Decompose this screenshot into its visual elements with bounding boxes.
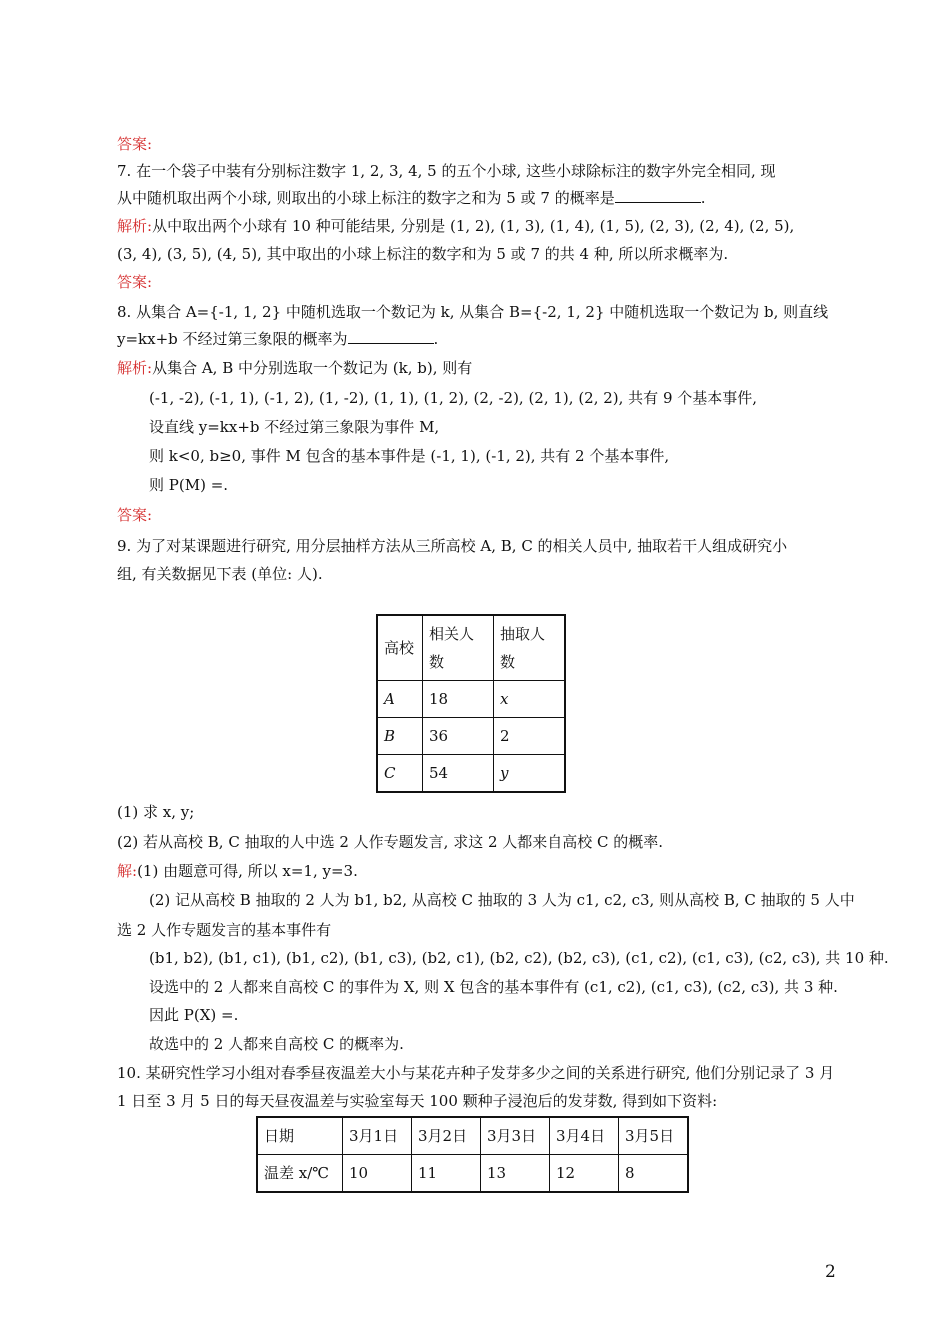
table-cell: 18 [423, 681, 494, 718]
solution-8-text-1: 从集合 A, B 中分别选取一个数记为 (k, b), 则有 [152, 359, 473, 377]
solution-9-line-5: 设选中的 2 人都来自高校 C 的事件为 X, 则 X 包含的基本事件有 (c1, c2), (c1, c3), (c2, c3), 共 3 种. [149, 978, 838, 996]
solution-8-line-1 [117, 358, 472, 378]
table-row [377, 755, 565, 793]
question-10-line-1: 10. 某研究性学习小组对春季昼夜温差大小与某花卉种子发芽多少之间的关系进行研究, 他们分别记录了 3 月 [117, 1064, 835, 1082]
solution-9-line-7: 故选中的 2 人都来自高校 C 的概率为. [149, 1035, 404, 1053]
university-table [376, 614, 566, 793]
solution-9-line-1 [117, 861, 358, 881]
table-header-cell: 抽取人数 [494, 615, 566, 681]
solution-9-text-1: (1) 由题意可得, 所以 x=1, y=3. [137, 862, 358, 880]
table-cell: 10 [343, 1155, 412, 1193]
solution-8-line-2: (-1, -2), (-1, 1), (-1, 2), (1, -2), (1, 1), (1, 2), (2, -2), (2, 1), (2, 2), 共有 9 个基本事件, [149, 389, 758, 407]
question-8-line-2: y=kx+b 不经过第三象限的概率为 . [117, 330, 439, 348]
question-9-line-2: 组, 有关数据见下表 (单位: 人). [117, 565, 323, 583]
cell-value: B [384, 727, 396, 745]
table-row [257, 1155, 688, 1193]
table-header-row [257, 1117, 688, 1155]
table-cell [377, 718, 423, 755]
table-cell: 8 [619, 1155, 689, 1193]
table-header-cell: 3月2日 [412, 1117, 481, 1155]
table-cell: 36 [423, 718, 494, 755]
solution-9-line-4: (b1, b2), (b1, c1), (b1, c2), (b1, c3), (b2, c1), (b2, c2), (b2, c3), (c1, c2), (c1, c3), (c2, c3), 共 10 种. [149, 949, 889, 967]
solution-8-line-5: 则 P(M) =. [149, 476, 229, 494]
answer-blank-7 [615, 188, 701, 203]
question-8-text: y=kx+b 不经过第三象限的概率为 [117, 330, 348, 348]
solution-7-text-1: 从中取出两个小球有 10 种可能结果, 分别是 (1, 2), (1, 3), (1, 4), (1, 5), (2, 3), (2, 4), (2, 5), [152, 217, 795, 235]
table-cell [377, 681, 423, 718]
cell-value: A [384, 690, 395, 708]
table-header-cell: 3月5日 [619, 1117, 689, 1155]
answer-blank-8 [348, 329, 434, 344]
question-7-line-1: 7. 在一个袋子中装有分别标注数字 1, 2, 3, 4, 5 的五个小球, 这些小球除标注的数字外完全相同, 现 [117, 162, 776, 180]
table-header-cell: 3月1日 [343, 1117, 412, 1155]
question-10-line-2: 1 日至 3 月 5 日的每天昼夜温差与实验室每天 100 颗种子浸泡后的发芽数, 得到如下资料: [117, 1092, 718, 1110]
table-header-cell: 日期 [257, 1117, 343, 1155]
question-9-part-2: (2) 若从高校 B, C 抽取的人中选 2 人作专题发言, 求这 2 人都来自高校 C 的概率. [117, 833, 664, 851]
cell-value: C [384, 764, 396, 782]
answer-label-7: 答案: [117, 273, 153, 291]
cell-value: y [500, 764, 509, 782]
solution-9-line-6: 因此 P(X) =. [149, 1006, 239, 1024]
table-cell [377, 755, 423, 793]
table-cell: 54 [423, 755, 494, 793]
solution-7-line-2: (3, 4), (3, 5), (4, 5), 其中取出的小球上标注的数字和为 5 或 7 的共 4 种, 所以所求概率为. [117, 245, 729, 263]
page-number: 2 [825, 1262, 836, 1282]
table-cell: 温差 x/℃ [257, 1155, 343, 1193]
solution-label-8: 解析: [117, 359, 153, 377]
table-cell [494, 681, 566, 718]
table-header-cell: 高校 [377, 615, 423, 681]
table-row [377, 681, 565, 718]
question-8-line-1: 8. 从集合 A={-1, 1, 2} 中随机选取一个数记为 k, 从集合 B={-2, 1, 2} 中随机选取一个数记为 b, 则直线 [117, 303, 829, 321]
question-7-text: 从中随机取出两个小球, 则取出的小球上标注的数字之和为 5 或 7 的概率是 [117, 189, 615, 207]
cell-value: x [500, 690, 509, 708]
question-9-line-1: 9. 为了对某课题进行研究, 用分层抽样方法从三所高校 A, B, C 的相关人员中, 抽取若干人组成研究小 [117, 537, 788, 555]
table-header-row [377, 615, 565, 681]
table-cell: 2 [494, 718, 566, 755]
solution-label-9: 解: [117, 862, 138, 880]
table-cell: 12 [550, 1155, 619, 1193]
answer-label-8: 答案: [117, 506, 153, 524]
solution-9-line-3: 选 2 人作专题发言的基本事件有 [117, 921, 332, 939]
solution-label-7: 解析: [117, 217, 153, 235]
table-header-cell: 3月3日 [481, 1117, 550, 1155]
answer-label-6: 答案: [117, 135, 153, 153]
table-cell: 11 [412, 1155, 481, 1193]
question-7-line-2: 从中随机取出两个小球, 则取出的小球上标注的数字之和为 5 或 7 的概率是 . [117, 189, 706, 207]
solution-7-line-1 [117, 216, 794, 236]
question-9-part-1: (1) 求 x, y; [117, 803, 195, 821]
table-header-cell: 相关人数 [423, 615, 494, 681]
temperature-table [256, 1116, 689, 1193]
solution-8-line-3: 设直线 y=kx+b 不经过第三象限为事件 M, [149, 418, 440, 436]
solution-8-line-4: 则 k<0, b≥0, 事件 M 包含的基本事件是 (-1, 1), (-1, 2), 共有 2 个基本事件, [149, 447, 670, 465]
table-header-cell: 3月4日 [550, 1117, 619, 1155]
table-row [377, 718, 565, 755]
table-cell: 13 [481, 1155, 550, 1193]
solution-9-line-2: (2) 记从高校 B 抽取的 2 人为 b1, b2, 从高校 C 抽取的 3 人为 c1, c2, c3, 则从高校 B, C 抽取的 5 人中 [149, 891, 855, 909]
table-cell [494, 755, 566, 793]
